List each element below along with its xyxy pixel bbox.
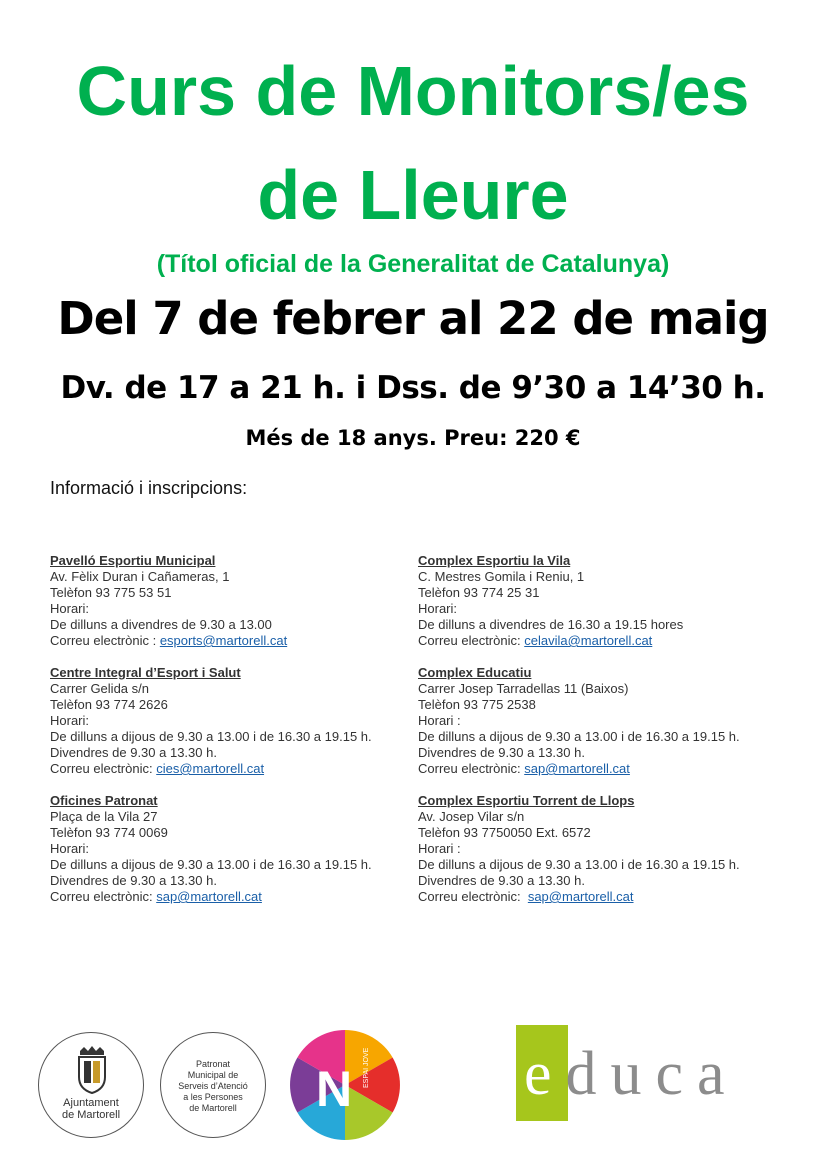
center-phone: Telèfon 93 775 53 51 bbox=[50, 585, 172, 600]
center-email-link[interactable]: sap@martorell.cat bbox=[524, 761, 630, 776]
educa-logo bbox=[516, 1025, 756, 1125]
center-hours-line: De dilluns a divendres de 9.30 a 13.00 bbox=[50, 617, 272, 632]
center-hours-line: De dilluns a dijous de 9.30 a 13.00 i de 16.30 a 19.15 h. bbox=[418, 729, 740, 744]
center-name: Complex Esportiu la Vila bbox=[418, 553, 571, 568]
center-email-link[interactable]: sap@martorell.cat bbox=[156, 889, 262, 904]
center-address: Av. Fèlix Duran i Cañameras, 1 bbox=[50, 569, 230, 584]
coat-of-arms-icon bbox=[72, 1045, 112, 1095]
center-email-label: Correu electrònic : bbox=[50, 633, 160, 648]
center-address: Carrer Josep Tarradellas 11 (Baixos) bbox=[418, 681, 629, 696]
center-hours-label: Horari: bbox=[418, 601, 458, 616]
patronat-line-2: Municipal de bbox=[187, 1070, 239, 1080]
center-hours-line: Divendres de 9.30 a 13.30 h. bbox=[418, 873, 585, 888]
center-hours-line: De dilluns a dijous de 9.30 a 13.00 i de 16.30 a 19.15 h. bbox=[418, 857, 740, 872]
n-letter: N bbox=[315, 1061, 353, 1117]
espai-jove-text: ESPAI JOVE bbox=[363, 1047, 370, 1088]
educa-text: duca bbox=[565, 1040, 739, 1108]
center-hours-label: Horari : bbox=[418, 713, 461, 728]
center-name: Centre Integral d’Esport i Salut bbox=[50, 665, 241, 680]
center-email-label: Correu electrònic: bbox=[50, 761, 157, 776]
espai-jove-logo bbox=[290, 1030, 400, 1140]
center-hours-label: Horari: bbox=[50, 713, 90, 728]
title-line-1: Curs de Monitors/es bbox=[76, 52, 750, 130]
center-email-link[interactable]: esports@martorell.cat bbox=[159, 633, 288, 648]
course-price: Més de 18 anys. Preu: 220 € bbox=[245, 426, 581, 450]
center-address: C. Mestres Gomila i Reniu, 1 bbox=[418, 569, 585, 584]
course-schedule: Dv. de 17 a 21 h. i Dss. de 9’30 a 14’30 h. bbox=[60, 370, 766, 406]
center-name: Complex Esportiu Torrent de Llops bbox=[418, 793, 635, 808]
center-email-line bbox=[50, 761, 420, 777]
center-hours-label: Horari: bbox=[50, 601, 90, 616]
center-phone: Telèfon 93 775 2538 bbox=[418, 697, 536, 712]
center-address: Av. Josep Vilar s/n bbox=[418, 809, 525, 824]
center-block bbox=[418, 553, 788, 649]
center-email-label: Correu electrònic: bbox=[418, 889, 528, 904]
ajuntament-line-2: de Martorell bbox=[61, 1109, 121, 1121]
center-phone: Telèfon 93 774 25 31 bbox=[418, 585, 540, 600]
center-hours-line: Divendres de 9.30 a 13.30 h. bbox=[418, 745, 585, 760]
center-hours-line: Divendres de 9.30 a 13.30 h. bbox=[50, 745, 217, 760]
center-email-label: Correu electrònic: bbox=[50, 889, 157, 904]
center-email-line bbox=[418, 633, 788, 649]
center-address: Plaça de la Vila 27 bbox=[50, 809, 158, 824]
left-centers-column bbox=[50, 553, 420, 921]
patronat-line-5: de Martorell bbox=[189, 1103, 237, 1113]
center-name: Pavelló Esportiu Municipal bbox=[50, 553, 216, 568]
center-email-link[interactable]: cies@martorell.cat bbox=[156, 761, 265, 776]
center-name: Complex Educatiu bbox=[418, 665, 532, 680]
patronat-line-1: Patronat bbox=[195, 1059, 231, 1069]
center-hours-line: Divendres de 9.30 a 13.30 h. bbox=[50, 873, 217, 888]
patronat-line-3: Serveis d’Atenció bbox=[178, 1081, 248, 1091]
info-heading: Informació i inscripcions: bbox=[50, 478, 248, 498]
center-block bbox=[418, 793, 788, 905]
center-email-line bbox=[50, 889, 420, 905]
course-dates: Del 7 de febrer al 22 de maig bbox=[57, 292, 769, 345]
center-phone: Telèfon 93 774 2626 bbox=[50, 697, 168, 712]
right-centers-column bbox=[418, 553, 788, 921]
subtitle: (Títol oficial de la Generalitat de Catalunya) bbox=[156, 250, 670, 278]
ajuntament-line-1: Ajuntament bbox=[63, 1097, 119, 1109]
center-hours-label: Horari: bbox=[50, 841, 90, 856]
center-email-line bbox=[418, 889, 788, 905]
center-email-label: Correu electrònic: bbox=[418, 761, 525, 776]
center-email-link[interactable]: sap@martorell.cat bbox=[527, 889, 634, 904]
title-line-2: de Lleure bbox=[257, 156, 569, 234]
center-email-link[interactable]: celavila@martorell.cat bbox=[524, 633, 653, 648]
center-hours-line: De dilluns a dijous de 9.30 a 13.00 i de 16.30 a 19.15 h. bbox=[50, 729, 372, 744]
center-email-line bbox=[50, 633, 420, 649]
patronat-logo bbox=[160, 1032, 266, 1138]
center-address: Carrer Gelida s/n bbox=[50, 681, 149, 696]
center-hours-line: De dilluns a divendres de 16.30 a 19.15 hores bbox=[418, 617, 684, 632]
center-block bbox=[50, 793, 420, 905]
center-email-label: Correu electrònic: bbox=[418, 633, 525, 648]
center-block bbox=[50, 665, 420, 777]
center-email-line bbox=[418, 761, 788, 777]
educa-e-letter: e bbox=[524, 1040, 566, 1108]
center-name: Oficines Patronat bbox=[50, 793, 158, 808]
center-hours-line: De dilluns a dijous de 9.30 a 13.00 i de 16.30 a 19.15 h. bbox=[50, 857, 372, 872]
ajuntament-martorell-logo bbox=[38, 1032, 144, 1138]
center-block bbox=[418, 665, 788, 777]
center-block bbox=[50, 553, 420, 649]
center-phone: Telèfon 93 774 0069 bbox=[50, 825, 168, 840]
center-hours-label: Horari : bbox=[418, 841, 461, 856]
logos-footer bbox=[0, 1025, 826, 1155]
center-phone: Telèfon 93 7750050 Ext. 6572 bbox=[418, 825, 591, 840]
patronat-line-4: a les Persones bbox=[183, 1092, 243, 1102]
